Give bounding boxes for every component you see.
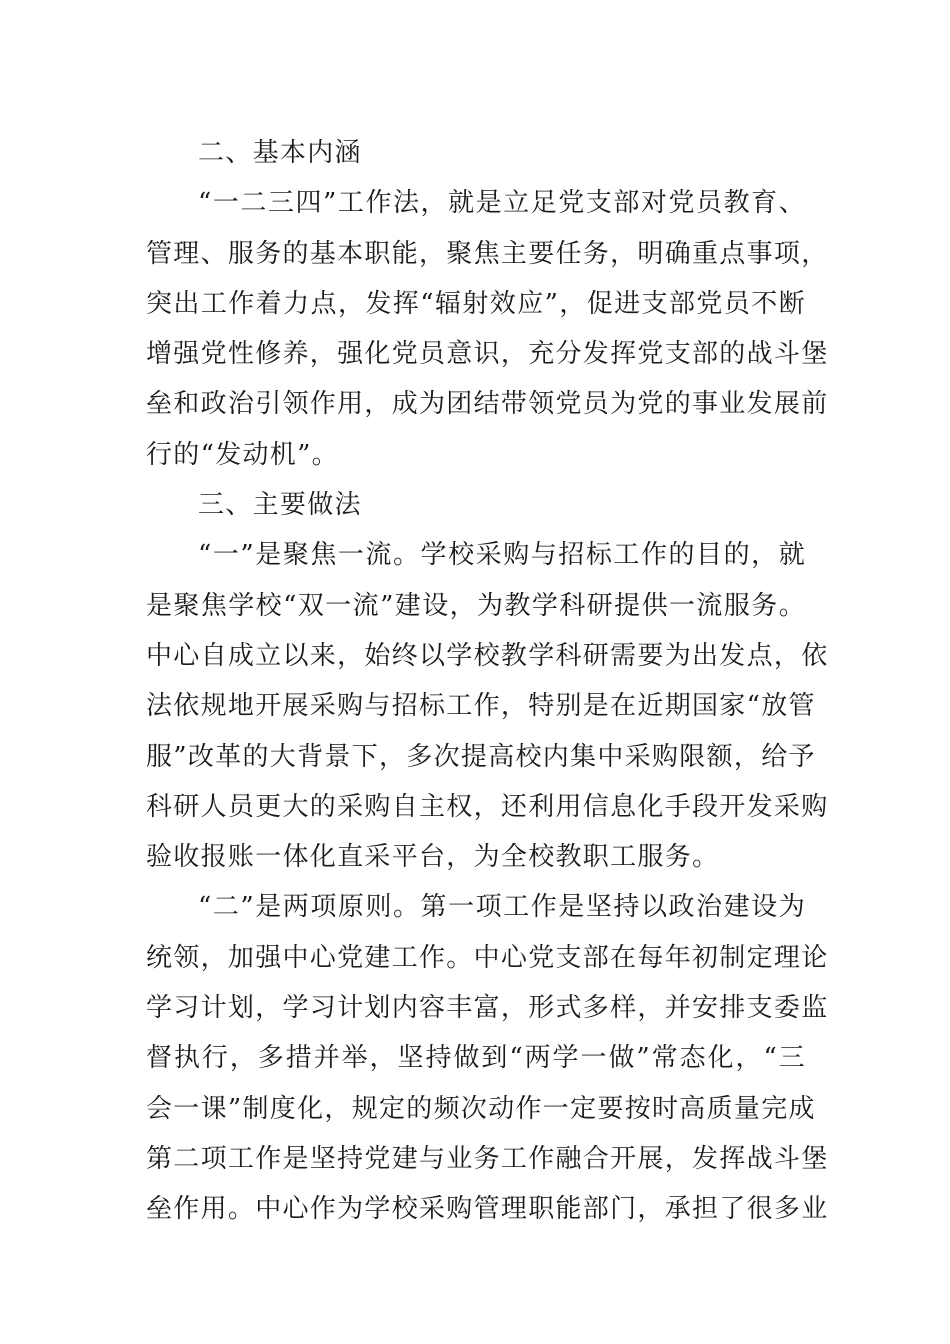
paragraph-line: 中心自成立以来，始终以学校教学科研需要为出发点，依: [146, 640, 829, 671]
heading-text: 三、主要做法: [198, 490, 362, 521]
paragraph-line: 垒作用。中心作为学校采购管理职能部门，承担了很多业: [146, 1194, 829, 1225]
document-body: [146, 128, 829, 1235]
section-heading: [146, 128, 806, 178]
paragraph-line: 会一课”制度化，规定的频次动作一定要按时高质量完成: [146, 1093, 816, 1124]
paragraph-line: 增强党性修养，强化党员意识，充分发挥党支部的战斗堡: [146, 339, 829, 370]
paragraph-line: 突出工作着力点，发挥“辐射效应”，促进支部党员不断: [146, 288, 806, 319]
paragraph-line: “一”是聚焦一流。学校采购与招标工作的目的，就: [198, 540, 806, 571]
paragraph-line: 科研人员更大的采购自主权，还利用信息化手段开发采购: [146, 791, 829, 822]
paragraph-line: 验收报账一体化直采平台，为全校教职工服务。: [146, 842, 720, 873]
section-heading: [146, 480, 806, 530]
paragraph-line: 是聚焦学校“双一流”建设，为教学科研提供一流服务。: [146, 590, 806, 621]
paragraph-line: 管理、服务的基本职能，聚焦主要任务，明确重点事项，: [146, 238, 829, 269]
paragraph-line: 行的“发动机”。: [146, 439, 339, 470]
body-paragraph: [146, 882, 829, 1234]
paragraph-line: 垒和政治引领作用，成为团结带领党员为党的事业发展前: [146, 389, 829, 420]
body-paragraph: [146, 530, 829, 882]
paragraph-line: 学习计划，学习计划内容丰富，形式多样，并安排支委监: [146, 993, 829, 1024]
paragraph-line: “二”是两项原则。第一项工作是坚持以政治建设为: [198, 892, 806, 923]
paragraph-line: 督执行，多措并举，坚持做到“两学一做”常态化，“三: [146, 1043, 806, 1074]
paragraph-line: “一二三四”工作法，就是立足党支部对党员教育、: [198, 188, 806, 219]
paragraph-line: 统领，加强中心党建工作。中心党支部在每年初制定理论: [146, 942, 829, 973]
paragraph-line: 第二项工作是坚持党建与业务工作融合开展，发挥战斗堡: [146, 1143, 829, 1174]
paragraph-line: 法依规地开展采购与招标工作，特别是在近期国家“放管: [146, 691, 816, 722]
body-paragraph: [146, 178, 829, 480]
paragraph-line: 服”改革的大背景下，多次提高校内集中采购限额，给予: [146, 741, 816, 772]
heading-text: 二、基本内涵: [198, 138, 362, 168]
